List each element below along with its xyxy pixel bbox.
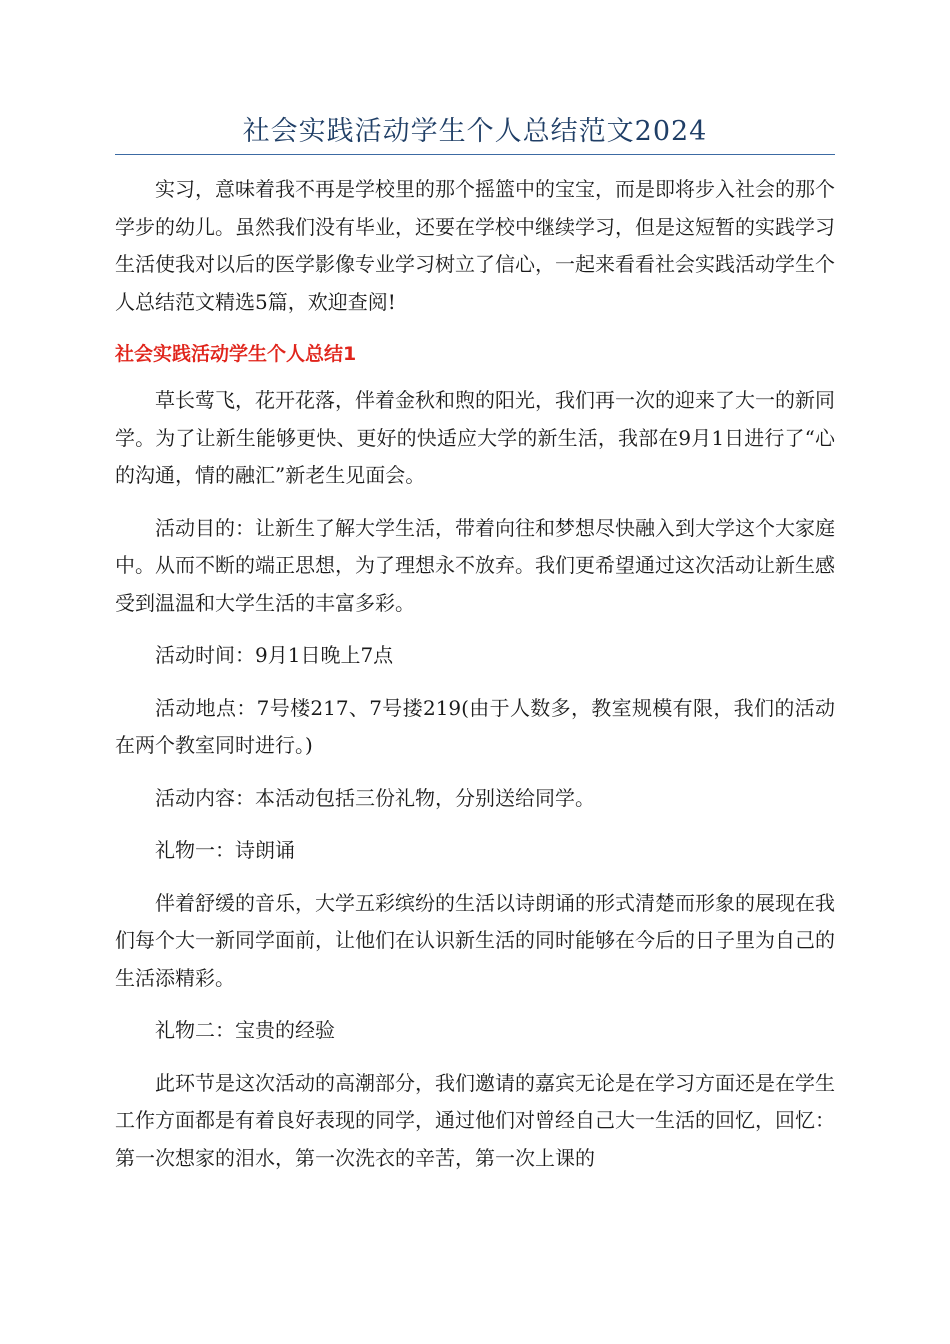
- body-paragraph: 草长莺飞，花开花落，伴着金秋和煦的阳光，我们再一次的迎来了大一的新同学。为了让新生能够更快、更好的快适应大学的新生活，我部在9月1日进行了“心的沟通，情的融汇”新老生见面会。: [115, 388, 835, 487]
- body-paragraph: 活动内容：本活动包括三份礼物，分别送给同学。: [155, 785, 595, 810]
- body-paragraph: 活动目的：让新生了解大学生活，带着向往和梦想尽快融入到大学这个大家庭中。从而不断的端正思想，为了理想永不放弃。我们更希望通过这次活动让新生感受到温温和大学生活的丰富多彩。: [115, 515, 835, 615]
- document-title: 社会实践活动学生个人总结范文2024: [115, 112, 835, 155]
- body-paragraph: 此环节是这次活动的高潮部分，我们邀请的嘉宾无论是在学习方面还是在学生工作方面都是有着良好表现的同学，通过他们对曾经自己大一生活的回忆，回忆：第一次想家的泪水，第一次洗衣的辛苦，第一次上课的: [115, 1070, 835, 1170]
- document-page: [115, 112, 835, 1192]
- body-paragraph: 礼物一：诗朗诵: [155, 838, 295, 862]
- body-paragraph: 礼物二：宝贵的经验: [155, 1018, 335, 1042]
- intro-paragraph: 实习，意味着我不再是学校里的那个摇篮中的宝宝，而是即将步入社会的那个学步的幼儿。虽然我们没有毕业，还要在学校中继续学习，但是这短暂的实践学习生活使我对以后的医学影像专业学习树立了信心，一起来看看社会实践活动学生个人总结范文精选5篇，欢迎查阅!: [115, 177, 835, 314]
- body-paragraph: 伴着舒缓的音乐，大学五彩缤纷的生活以诗朗诵的形式清楚而形象的展现在我们每个大一新同学面前，让他们在认识新生活的同时能够在今后的日子里为自己的生活添精彩。: [115, 890, 835, 990]
- section-heading: 社会实践活动学生个人总结1: [115, 343, 357, 365]
- body-paragraph: 活动时间：9月1日晚上7点: [155, 643, 394, 667]
- body-paragraph: 活动地点：7号楼217、7号搂219(由于人数多，教室规模有限，我们的活动在两个教室同时进行。): [115, 695, 835, 757]
